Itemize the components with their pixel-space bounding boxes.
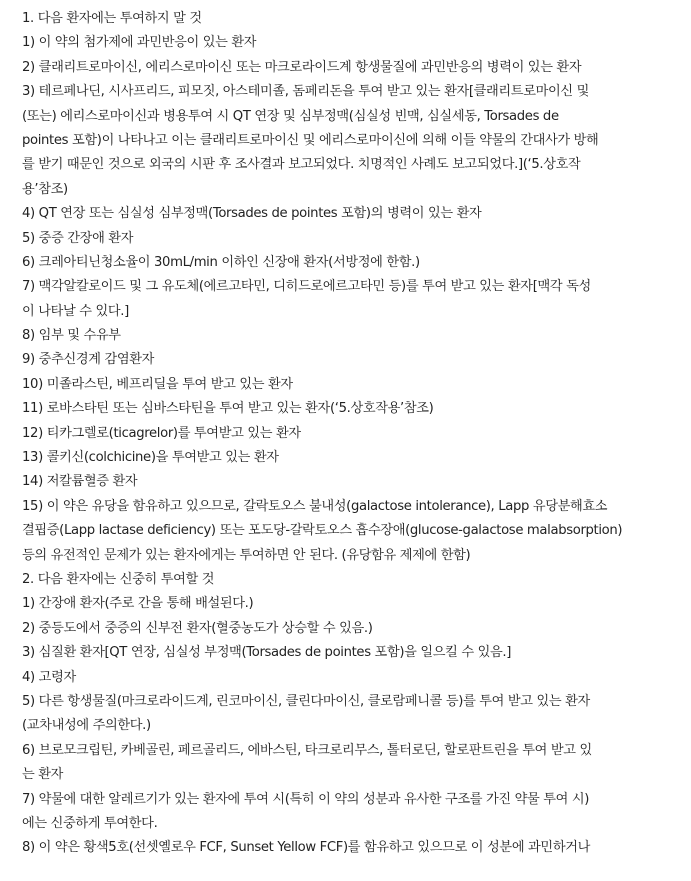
list-item-continuation: 이 나타날 수 있다.] — [22, 303, 129, 319]
section-heading: 2. 다음 환자에는 신중히 투여할 것 — [22, 571, 215, 587]
list-item-continuation: pointes 포함)이 나타나고 이는 클래리트로마이신 및 에리스로마이신에 의해 이들 약물의 간대사가 방해 — [22, 132, 599, 148]
list-item: 12) 티카그렐로(ticagrelor)를 투여받고 있는 환자 — [22, 425, 301, 441]
section-heading: 1. 다음 환자에는 투여하지 말 것 — [22, 11, 202, 26]
list-item-continuation: 를 받기 때문인 것으로 외국의 시판 후 조사결과 보고되었다. 치명적인 사례도 보고되었다.](‘5.상호작 — [22, 157, 581, 173]
list-item: 3) 심질환 환자[QT 연장, 심실성 부정맥(Torsades de pointes 포함)을 일으킬 수 있음.] — [22, 645, 512, 661]
list-item-continuation: 결핍증(Lapp lactase deficiency) 또는 포도당-갈락토오스 흡수장애(glucose-galactose malabsorption) — [22, 523, 623, 539]
list-item-continuation: 용’참조) — [22, 181, 68, 197]
list-item: 4) QT 연장 또는 심실성 심부정맥(Torsades de pointes 포함)의 병력이 있는 환자 — [22, 206, 482, 222]
list-item-continuation: 에는 신중하게 투여한다. — [22, 815, 158, 831]
list-item-continuation: (교차내성에 주의한다.) — [22, 718, 151, 734]
list-item: 1) 간장애 환자(주로 간을 통해 배설된다.) — [22, 596, 254, 612]
list-item-continuation: (또는) 에리스로마이신과 병용투여 시 QT 연장 및 심부정맥(심실성 빈맥, 심실세동, Torsades de — [22, 108, 559, 124]
list-item: 6) 크레아티닌청소율이 30mL/min 이하인 신장애 환자(서방정에 한함.) — [22, 254, 420, 270]
list-item: 11) 로바스타틴 또는 심바스타틴을 투여 받고 있는 환자(‘5.상호작용’참조) — [22, 401, 434, 417]
list-item: 3) 테르페나딘, 시사프리드, 피모짓, 아스테미졸, 돔페리돈을 투여 받고 있는 환자[클래리트로마이신 및 — [22, 84, 589, 100]
list-item-continuation: 등의 유전적인 문제가 있는 환자에게는 투여하면 안 된다. (유당함유 제제에 한함) — [22, 547, 471, 563]
list-item: 10) 미졸라스틴, 베프리딜을 투여 받고 있는 환자 — [22, 376, 293, 392]
list-item: 8) 임부 및 수유부 — [22, 328, 121, 344]
list-item: 2) 클래리트로마이신, 에리스로마이신 또는 마크로라이드계 항생물질에 과민반응의 병력이 있는 환자 — [22, 59, 582, 75]
list-item: 2) 중등도에서 중증의 신부전 환자(혈중농도가 상승할 수 있음.) — [22, 620, 373, 636]
list-item: 5) 중증 간장애 환자 — [22, 230, 134, 246]
list-item: 13) 콜키신(colchicine)을 투여받고 있는 환자 — [22, 450, 279, 466]
list-item: 7) 맥각알칼로이드 및 그 유도체(에르고타민, 디히드로에르고타민 등)를 투여 받고 있는 환자[맥각 독성 — [22, 279, 591, 295]
list-item: 6) 브로모크립틴, 카베골린, 페르골리드, 에바스틴, 타크로리무스, 톨터로딘, 할로판트린을 투여 받고 있 — [22, 742, 592, 758]
list-item: 14) 저칼륨혈증 환자 — [22, 474, 138, 490]
list-item-continuation: 는 환자 — [22, 767, 64, 783]
list-item: 1) 이 약의 첨가제에 과민반응이 있는 환자 — [22, 35, 257, 51]
list-item: 8) 이 약은 황색5호(선셋옐로우 FCF, Sunset Yellow FCF)를 함유하고 있으므로 이 성분에 과민하거나 — [22, 840, 590, 856]
list-item: 9) 중추신경계 감염환자 — [22, 352, 155, 368]
list-item: 7) 약물에 대한 알레르기가 있는 환자에 투여 시(특히 이 약의 성분과 유사한 구조를 가진 약물 투여 시) — [22, 791, 590, 807]
list-item: 4) 고령자 — [22, 669, 76, 685]
list-item: 15) 이 약은 유당을 함유하고 있으므로, 갈락토오스 불내성(galactose intolerance), Lapp 유당분해효소 — [22, 498, 608, 514]
list-item: 5) 다른 항생물질(마크로라이드계, 린코마이신, 클린다마이신, 클로람페니콜 등)를 투여 받고 있는 환자 — [22, 693, 590, 709]
